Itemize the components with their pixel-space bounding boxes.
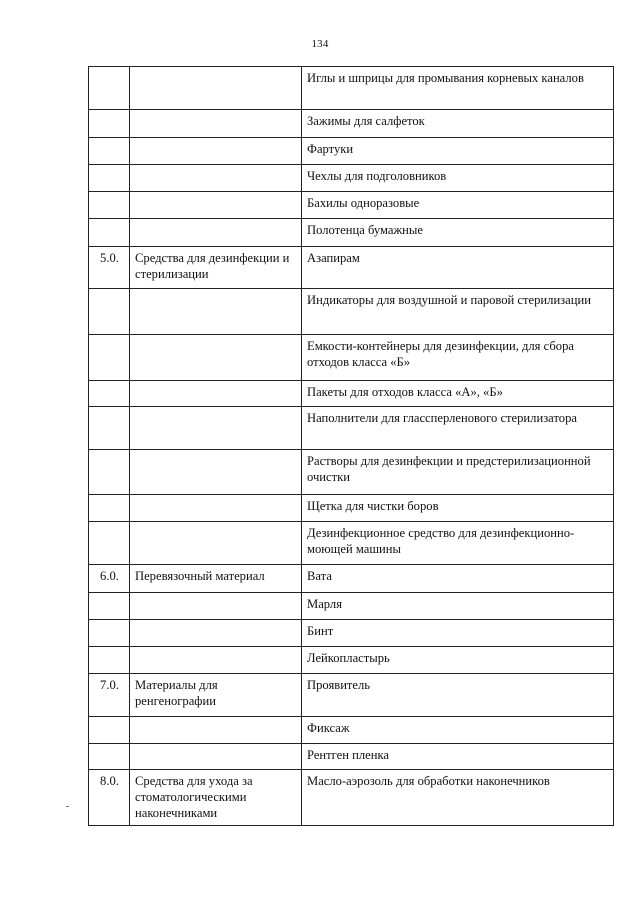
table-row <box>89 192 614 219</box>
item-cell: Пакеты для отходов класса «А», «Б» <box>302 381 614 407</box>
table-body <box>89 67 614 826</box>
item-cell: Дезинфекционное средство для дезинфекционно-моющей машины <box>302 522 614 565</box>
category-cell <box>130 450 302 495</box>
item-cell: Вата <box>302 565 614 593</box>
row-number-cell <box>89 335 130 381</box>
table-row <box>89 770 614 826</box>
row-number-cell: 7.0. <box>89 674 130 717</box>
page-number: 134 <box>311 38 329 50</box>
category-cell <box>130 744 302 770</box>
item-cell: Лейкопластырь <box>302 647 614 674</box>
item-cell: Индикаторы для воздушной и паровой стерилизации <box>302 289 614 335</box>
table-row <box>89 165 614 192</box>
table-row <box>89 717 614 744</box>
category-cell: Материалы для ренгенографии <box>130 674 302 717</box>
category-cell <box>130 495 302 522</box>
item-cell: Бахилы одноразовые <box>302 192 614 219</box>
row-number-cell <box>89 138 130 165</box>
margin-mark <box>66 806 69 807</box>
table-row <box>89 450 614 495</box>
row-number-cell <box>89 219 130 247</box>
row-number-cell <box>89 593 130 620</box>
row-number-cell: 5.0. <box>89 247 130 289</box>
category-cell <box>130 138 302 165</box>
row-number-cell <box>89 717 130 744</box>
table-row <box>89 67 614 110</box>
item-cell: Марля <box>302 593 614 620</box>
item-cell: Бинт <box>302 620 614 647</box>
row-number-cell <box>89 165 130 192</box>
row-number-cell <box>89 744 130 770</box>
table-row <box>89 744 614 770</box>
category-cell: Средства для ухода за стоматологическими наконечниками <box>130 770 302 826</box>
category-cell: Средства для дезинфекции и стерилизации <box>130 247 302 289</box>
item-cell: Щетка для чистки боров <box>302 495 614 522</box>
table-row <box>89 620 614 647</box>
item-cell: Рентген пленка <box>302 744 614 770</box>
row-number-cell <box>89 522 130 565</box>
row-number-cell <box>89 647 130 674</box>
table-row <box>89 522 614 565</box>
row-number-cell <box>89 289 130 335</box>
row-number-cell <box>89 620 130 647</box>
row-number-cell: 6.0. <box>89 565 130 593</box>
table-row <box>89 407 614 450</box>
category-cell <box>130 110 302 138</box>
table-row <box>89 289 614 335</box>
item-cell: Полотенца бумажные <box>302 219 614 247</box>
table-row <box>89 138 614 165</box>
table-row <box>89 674 614 717</box>
category-cell <box>130 219 302 247</box>
category-cell <box>130 522 302 565</box>
item-cell: Азапирам <box>302 247 614 289</box>
table-row <box>89 110 614 138</box>
item-cell: Растворы для дезинфекции и предстерилизационной очистки <box>302 450 614 495</box>
item-cell: Наполнители для глассперленового стерилизатора <box>302 407 614 450</box>
supplies-table <box>88 66 614 826</box>
category-cell <box>130 407 302 450</box>
category-cell <box>130 381 302 407</box>
row-number-cell <box>89 381 130 407</box>
table-row <box>89 647 614 674</box>
row-number-cell: 8.0. <box>89 770 130 826</box>
row-number-cell <box>89 495 130 522</box>
item-cell: Зажимы для салфеток <box>302 110 614 138</box>
table-row <box>89 565 614 593</box>
item-cell: Проявитель <box>302 674 614 717</box>
item-cell: Емкости-контейнеры для дезинфекции, для сбора отходов класса «Б» <box>302 335 614 381</box>
row-number-cell <box>89 67 130 110</box>
category-cell <box>130 593 302 620</box>
item-cell: Фартуки <box>302 138 614 165</box>
item-cell: Масло-аэрозоль для обработки наконечников <box>302 770 614 826</box>
category-cell <box>130 67 302 110</box>
table-row <box>89 381 614 407</box>
row-number-cell <box>89 110 130 138</box>
item-cell: Чехлы для подголовников <box>302 165 614 192</box>
table-row <box>89 219 614 247</box>
category-cell <box>130 165 302 192</box>
table-row <box>89 335 614 381</box>
category-cell <box>130 620 302 647</box>
table-row <box>89 247 614 289</box>
category-cell <box>130 289 302 335</box>
category-cell <box>130 335 302 381</box>
category-cell <box>130 717 302 744</box>
row-number-cell <box>89 192 130 219</box>
table-row <box>89 593 614 620</box>
category-cell <box>130 192 302 219</box>
row-number-cell <box>89 450 130 495</box>
category-cell <box>130 647 302 674</box>
item-cell: Иглы и шприцы для промывания корневых каналов <box>302 67 614 110</box>
item-cell: Фиксаж <box>302 717 614 744</box>
table-row <box>89 495 614 522</box>
category-cell: Перевязочный материал <box>130 565 302 593</box>
row-number-cell <box>89 407 130 450</box>
